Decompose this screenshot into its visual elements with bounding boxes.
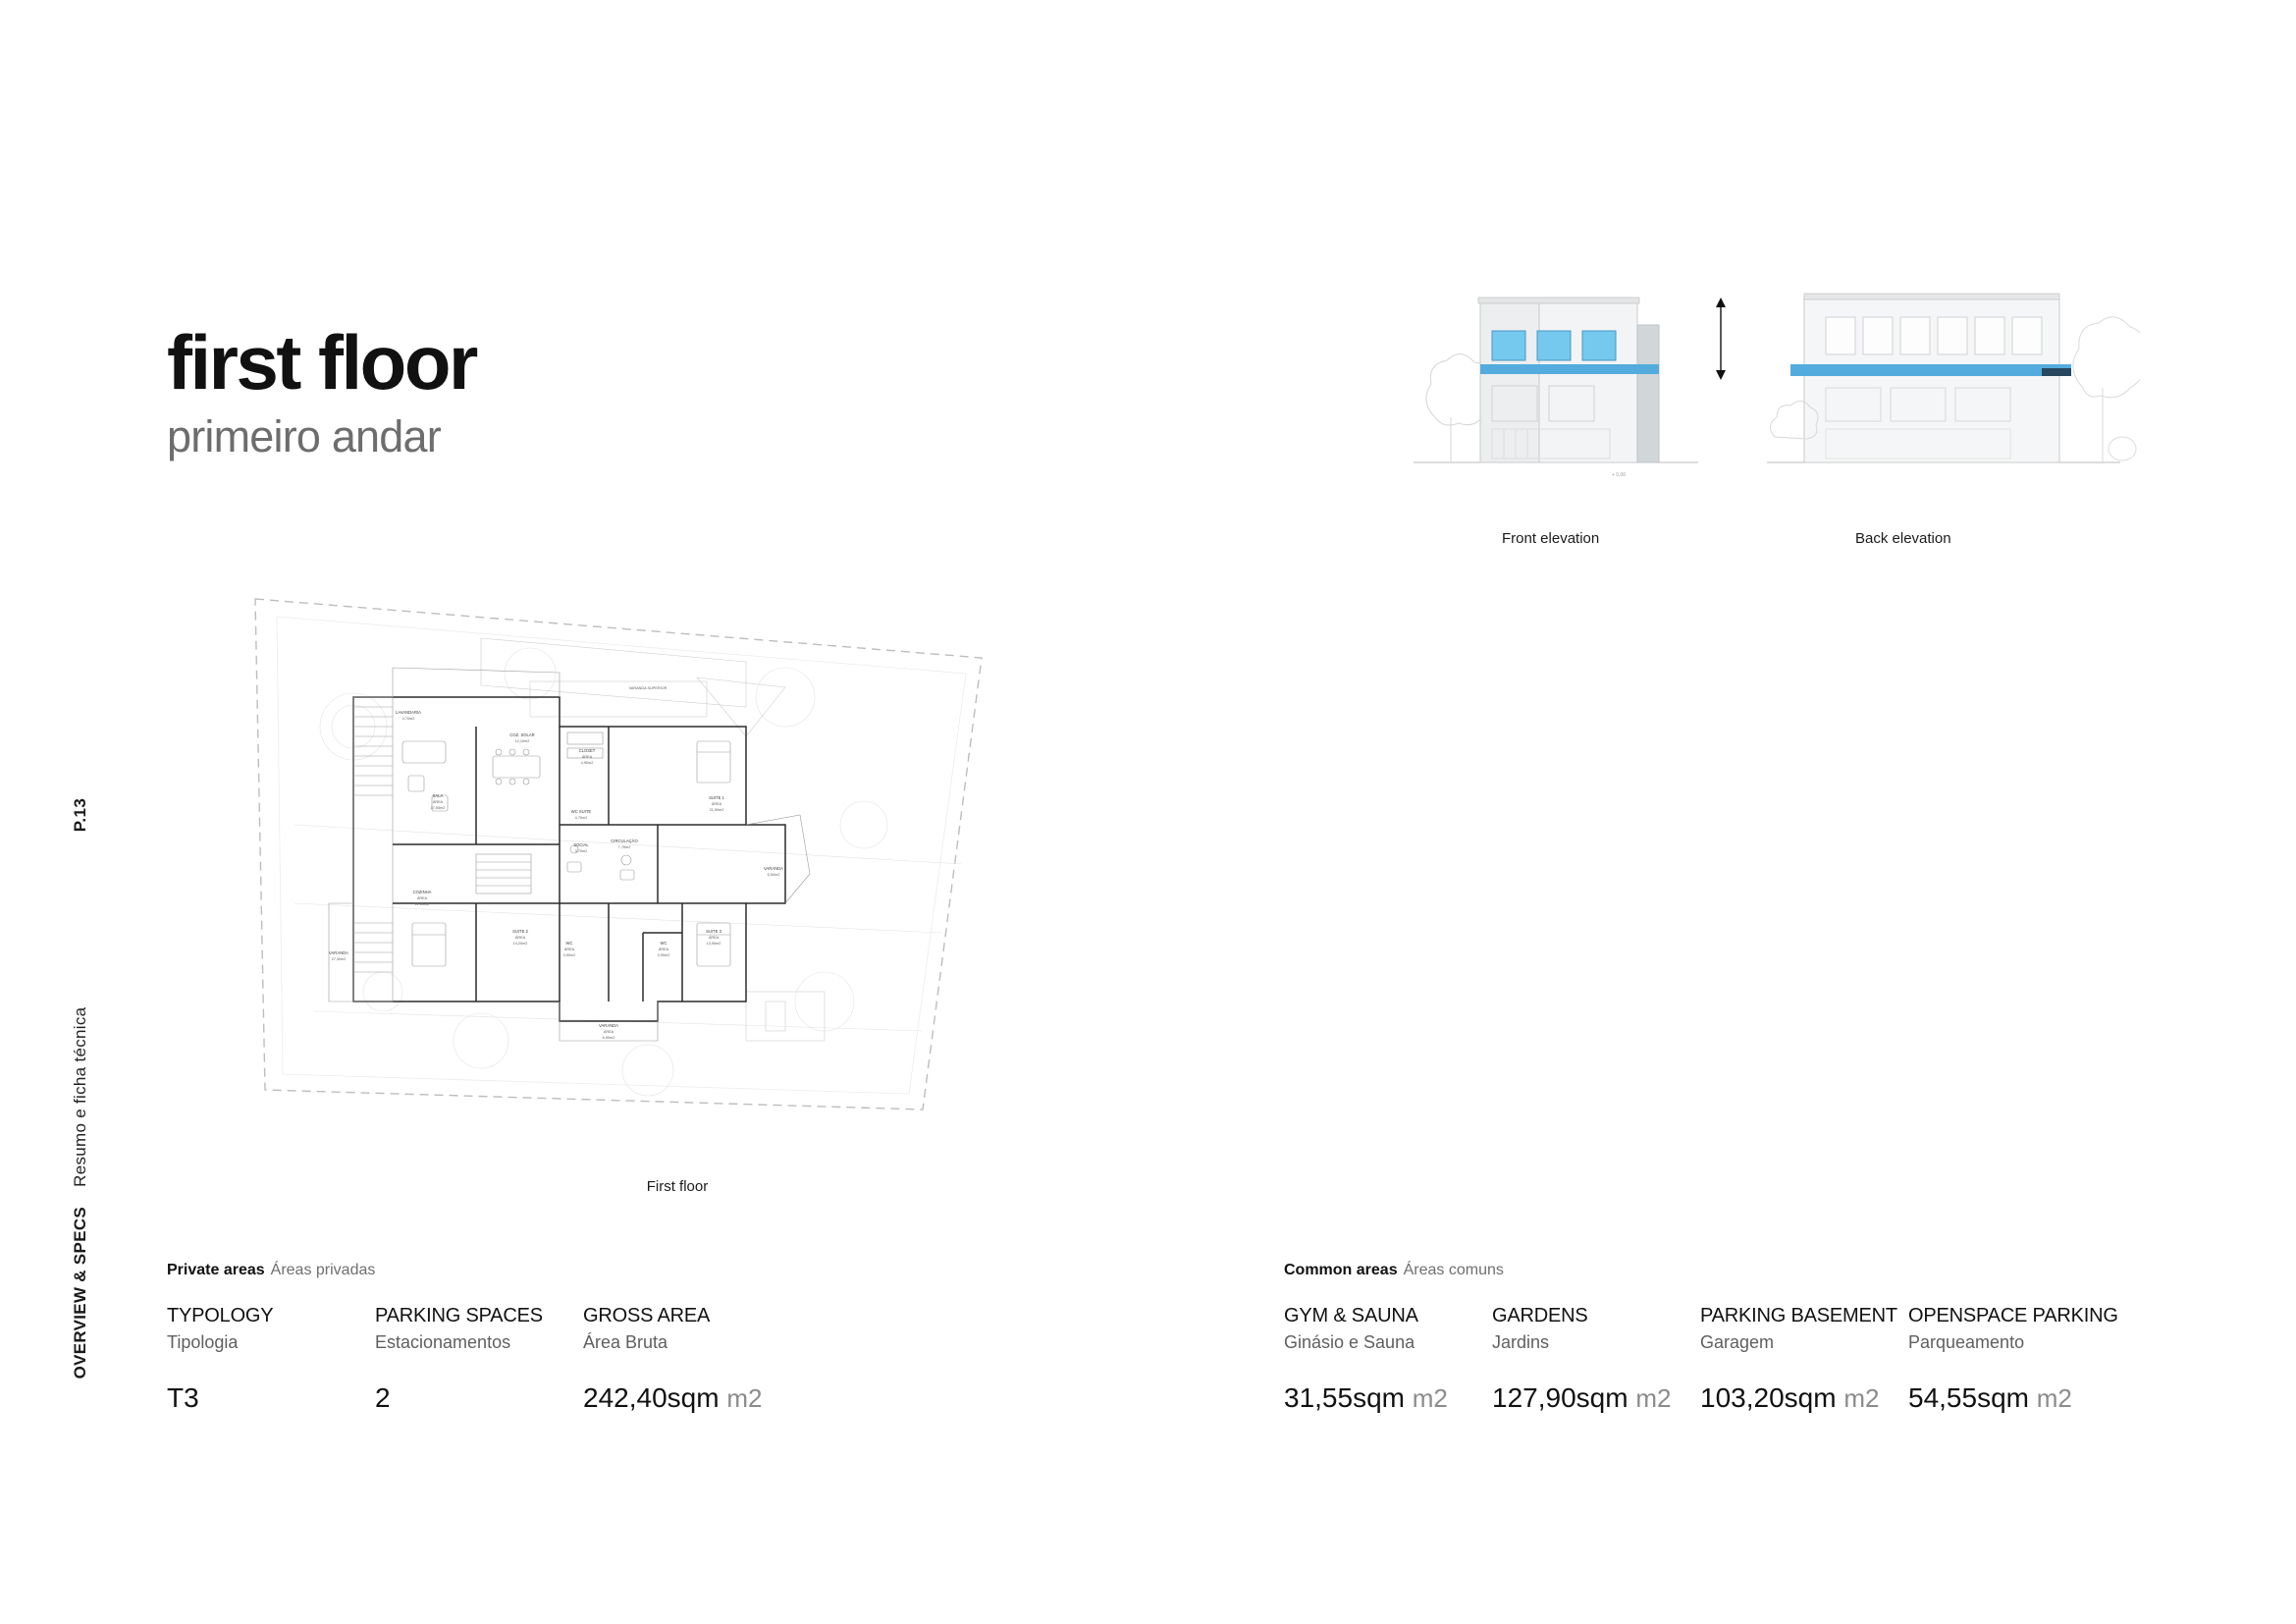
private-areas-heading-en: Private areas: [167, 1262, 265, 1278]
svg-text:11,60m2: 11,60m2: [414, 902, 430, 906]
page-number: P.13: [71, 797, 89, 833]
page-title: first floor: [167, 319, 476, 406]
spec-openspace-parking: [1908, 1305, 2116, 1414]
svg-text:14,20m2: 14,20m2: [512, 942, 528, 946]
spec-label-en: TYPOLOGY: [167, 1305, 274, 1326]
common-areas-block: [1284, 1262, 2116, 1414]
spec-value: [1284, 1382, 1492, 1414]
private-areas-block: [167, 1262, 838, 1414]
section-label: [71, 1007, 90, 1380]
svg-text:LAVANDARIA: LAVANDARIA: [396, 710, 421, 715]
spec-label-en: GYM & SAUNA: [1284, 1305, 1418, 1326]
svg-text:VARANDA: VARANDA: [329, 950, 348, 955]
spec-parking-spaces: [375, 1305, 583, 1414]
height-arrow: [1716, 298, 1726, 380]
svg-text:ÁREA: ÁREA: [603, 1030, 614, 1034]
spec-value-number: 127,90sqm: [1492, 1382, 1629, 1413]
svg-text:3,90m2: 3,90m2: [657, 953, 670, 957]
common-areas-heading-en: Common areas: [1284, 1262, 1398, 1278]
svg-text:ÁREA: ÁREA: [711, 802, 722, 806]
svg-text:ÁREA: ÁREA: [581, 755, 593, 759]
svg-text:VARANDA SUPERIOR: VARANDA SUPERIOR: [628, 686, 667, 690]
page-subtitle: primeiro andar: [167, 411, 441, 461]
spec-label-pt: Ginásio e Sauna: [1284, 1332, 1415, 1352]
spec-gardens: [1492, 1305, 1700, 1414]
svg-text:WC: WC: [565, 941, 573, 946]
svg-text:SUITE 3: SUITE 3: [706, 929, 721, 934]
spec-value-unit: m2: [726, 1383, 763, 1413]
svg-text:VARANDA: VARANDA: [599, 1023, 618, 1028]
spec-label-en: GROSS AREA: [583, 1305, 711, 1326]
spec-value-unit: m2: [1635, 1383, 1672, 1413]
spec-parking-basement: [1700, 1305, 1908, 1414]
front-elevation-label: Front elevation: [1502, 530, 1600, 547]
svg-text:12,10m2: 12,10m2: [514, 739, 530, 743]
svg-text:6,90m2: 6,90m2: [602, 1036, 615, 1040]
svg-text:COZINHA: COZINHA: [412, 890, 432, 894]
spec-value-unit: m2: [1412, 1383, 1448, 1413]
back-elevation-label: Back elevation: [1855, 530, 1951, 547]
spec-gross-area: [583, 1305, 838, 1414]
svg-text:ÁREA: ÁREA: [416, 896, 428, 900]
private-areas-heading-pt: Áreas privadas: [270, 1262, 376, 1278]
svg-text:CLOSET: CLOSET: [578, 748, 596, 753]
svg-text:7,75m2: 7,75m2: [617, 845, 631, 849]
svg-text:4,70m2: 4,70m2: [401, 717, 415, 721]
section-subtitle: Resumo e ficha técnica: [71, 1006, 89, 1187]
spec-label-en: PARKING BASEMENT: [1700, 1305, 1897, 1326]
spec-value: [1700, 1382, 1908, 1414]
svg-text:21,50m2: 21,50m2: [709, 808, 724, 812]
svg-text:VARANDA: VARANDA: [764, 866, 783, 871]
svg-text:WC: WC: [660, 941, 667, 946]
spec-value-number: 31,55sqm: [1284, 1382, 1405, 1413]
spec-label-pt: Área Bruta: [583, 1332, 668, 1352]
spec-value-unit: m2: [1843, 1383, 1880, 1413]
svg-text:SOCIAL: SOCIAL: [573, 842, 589, 847]
section-title: OVERVIEW & SPECS: [71, 1206, 89, 1380]
svg-text:4,70m2: 4,70m2: [574, 816, 588, 820]
page-title-block: [167, 319, 476, 461]
spec-value: [167, 1382, 375, 1414]
svg-text:3,70m2: 3,70m2: [574, 849, 588, 853]
spec-label-en: OPENSPACE PARKING: [1908, 1305, 2118, 1326]
spec-label-pt: Garagem: [1700, 1332, 1775, 1352]
svg-text:37,55m2: 37,55m2: [430, 806, 446, 810]
svg-text:ÁREA: ÁREA: [708, 936, 720, 940]
svg-text:6,50m2: 6,50m2: [767, 873, 780, 877]
spec-value: [583, 1382, 838, 1414]
svg-text:WC SUITE: WC SUITE: [570, 809, 592, 814]
spec-value-number: 54,55sqm: [1908, 1382, 2029, 1413]
svg-text:13,90m2: 13,90m2: [706, 942, 721, 946]
spec-label-pt: Jardins: [1492, 1332, 1550, 1352]
svg-text:ÁREA: ÁREA: [432, 800, 444, 804]
spec-label-pt: Estacionamentos: [375, 1332, 511, 1352]
elevations-figure: [1394, 270, 2140, 547]
svg-text:CIRCULAÇÃO: CIRCULAÇÃO: [611, 839, 638, 843]
spec-value: [1492, 1382, 1700, 1414]
spec-gym-sauna: [1284, 1305, 1492, 1414]
spec-label-en: GARDENS: [1492, 1305, 1588, 1326]
svg-text:ÁREA: ÁREA: [563, 947, 575, 951]
spec-value: [1908, 1382, 2116, 1414]
spec-label-pt: Parqueamento: [1908, 1332, 2025, 1352]
svg-text:27,30m2: 27,30m2: [331, 957, 347, 961]
spec-typology: [167, 1305, 375, 1414]
svg-text:COZ. SOLAR: COZ. SOLAR: [509, 732, 535, 737]
private-areas-heading: [167, 1262, 838, 1279]
svg-text:SUITE 2: SUITE 2: [512, 929, 528, 934]
spec-value-number: 103,20sqm: [1700, 1382, 1837, 1413]
spec-value-number: 242,40sqm: [583, 1382, 720, 1413]
svg-text:3,90m2: 3,90m2: [562, 953, 576, 957]
floor-plan-drawing: [236, 579, 1119, 1188]
elevations-drawing: [1394, 270, 2140, 525]
svg-text:4,90m2: 4,90m2: [580, 761, 594, 765]
spec-label-en: PARKING SPACES: [375, 1305, 543, 1326]
spec-value-unit: m2: [2036, 1383, 2072, 1413]
spec-value-number: T3: [167, 1382, 199, 1413]
spec-value-number: 2: [375, 1382, 391, 1413]
spec-label-pt: Tipologia: [167, 1332, 239, 1352]
plan-caption: First floor: [646, 1178, 709, 1195]
spec-value: [375, 1382, 583, 1414]
svg-text:+ 0,00: + 0,00: [1612, 472, 1627, 478]
svg-text:ÁREA: ÁREA: [658, 947, 669, 951]
svg-text:ÁREA: ÁREA: [514, 936, 526, 940]
side-rail: [61, 0, 100, 1624]
floor-plan-figure: [236, 579, 1119, 1188]
svg-text:SALA: SALA: [432, 793, 444, 798]
svg-text:SUITE 1: SUITE 1: [709, 795, 724, 800]
common-areas-heading: [1284, 1262, 2116, 1279]
common-areas-heading-pt: Áreas comuns: [1403, 1262, 1504, 1278]
